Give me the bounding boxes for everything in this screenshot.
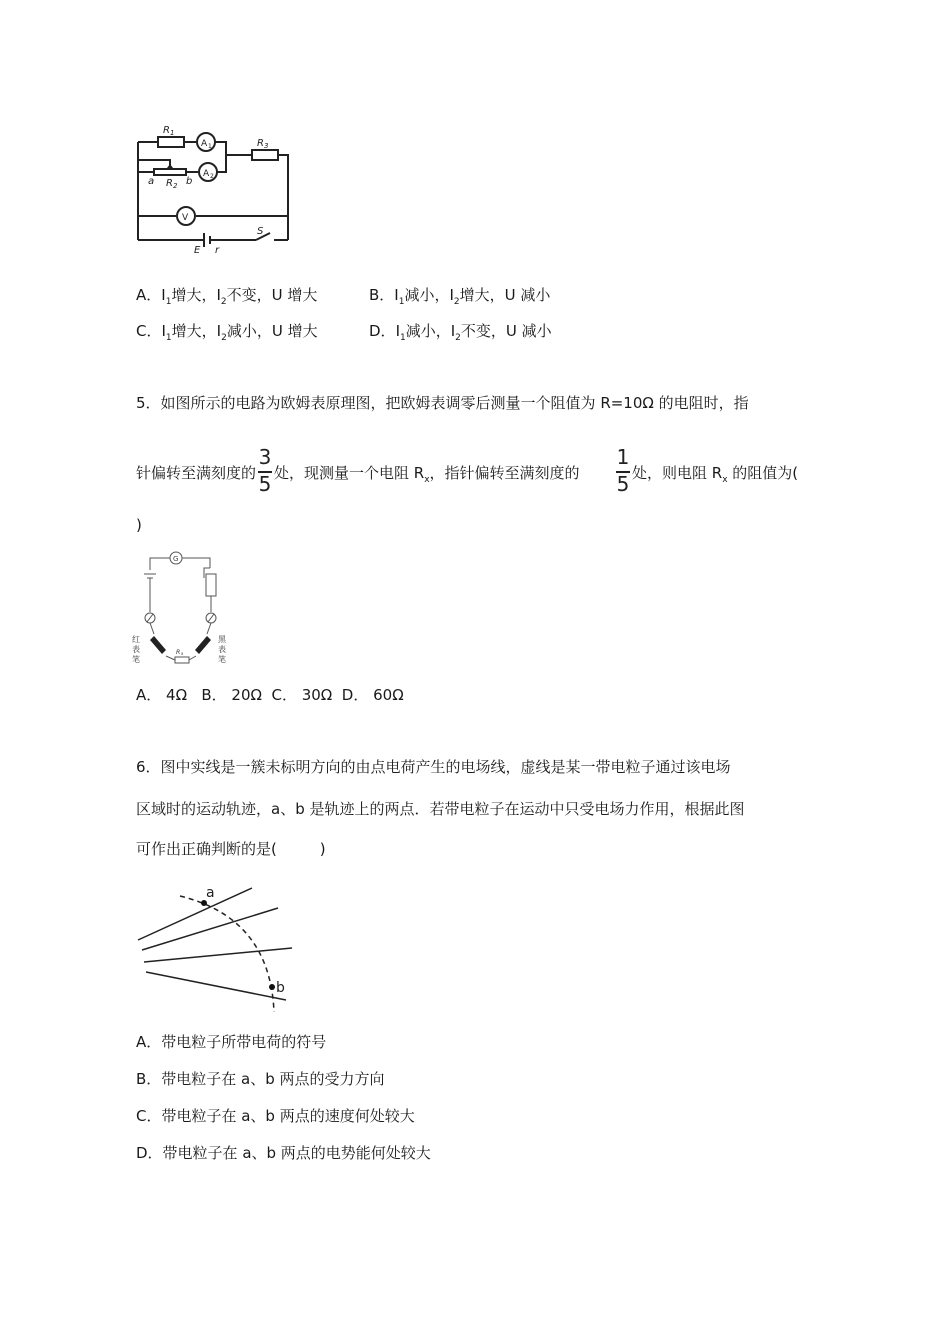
q4-circuit-diagram [130,120,300,255]
q6-field-lines-diagram [130,878,300,1018]
label-black-2: 表 [218,645,226,654]
label-a1: A [201,139,208,149]
variable-resistor [206,574,216,596]
q6-option-d: D．带电粒子在 a、b 两点的电势能何处较大 [136,1144,431,1162]
q6-stem-line3: 可作出正确判断的是( ) [136,840,326,858]
resistor-rx [175,657,189,663]
label-r2: R [166,178,173,189]
q5-frac1-denominator: 5 [258,472,272,496]
q6-stem-line1: 6．图中实线是一簇未标明方向的由点电荷产生的电场线，虚线是某一带电粒子通过该电场 [136,758,731,776]
q5-frac2-denominator: 5 [616,472,630,496]
q5-stem-line2-b: 处，现测量一个电阻 $R_x$，指针偏转至满刻度的 [274,464,580,485]
label-e: E [194,245,201,255]
q5-stem-line2-d: 处，则电阻 $R_x$ 的阻值为( [632,464,799,485]
field-line-4 [146,972,286,1000]
q4-option-a: A．$I_1$增大，$I_2$不变，U 增大 [136,286,318,307]
q4-option-d: D．$I_1$减小，$I_2$不变，U 减小 [369,322,552,343]
label-r3-sub: 3 [264,142,269,150]
q4-option-b: B．$I_1$减小，$I_2$增大，U 减小 [369,286,551,307]
label-black-3: 笔 [218,655,226,664]
black-probe [195,636,211,654]
label-s: S [257,226,264,237]
label-r3: R [257,138,264,149]
resistor-r1 [158,137,184,147]
field-line-1 [138,888,252,940]
label-rx: R [176,649,181,656]
label-point-b: b [276,980,285,996]
q5-stem-line2-a: 针偏转至满刻度的 [136,464,257,482]
q5-stem-line3: ) [136,516,142,534]
point-b [269,984,275,990]
label-g: G [173,555,179,563]
q5-frac2-numerator: 1 [616,445,630,469]
label-r1: R [163,125,170,136]
field-line-3 [144,948,292,962]
label-red-3: 笔 [132,655,140,664]
label-red-1: 红 [132,635,140,644]
rheostat-r2 [154,169,186,175]
label-b: b [186,176,193,187]
q5-frac1-numerator: 3 [258,445,272,469]
label-a2-sub: 2 [210,173,214,180]
q5-stem-line1: 5．如图所示的电路为欧姆表原理图，把欧姆表调零后测量一个阻值为 R=10Ω 的电阻时，指 [136,394,749,412]
label-r: r [215,245,220,255]
label-v: V [182,213,189,223]
q6-option-c: C．带电粒子在 a、b 两点的速度何处较大 [136,1107,415,1125]
q5-options: A． 4Ω B． 20Ω C． 30Ω D． 60Ω [136,686,404,704]
red-probe [150,636,166,654]
q5-ohmmeter-diagram [130,548,230,670]
label-black-1: 黑 [218,635,226,644]
label-point-a: a [206,885,215,901]
resistor-r3 [252,150,278,160]
label-a: a [148,176,155,187]
label-a1-sub: 1 [208,143,212,150]
label-a2: A [203,169,210,179]
label-red-2: 表 [132,645,140,654]
q6-option-a: A．带电粒子所带电荷的符号 [136,1033,327,1051]
label-r1-sub: 1 [170,129,175,137]
q6-stem-line2: 区域时的运动轨迹，a、b 是轨迹上的两点．若带电粒子在运动中只受电场力作用，根据此图 [136,800,745,818]
q6-option-b: B．带电粒子在 a、b 两点的受力方向 [136,1070,385,1088]
label-r2-sub: 2 [173,182,178,190]
label-rx-sub: x [181,651,184,656]
q4-option-c: C．$I_1$增大，$I_2$减小，U 增大 [136,322,318,343]
